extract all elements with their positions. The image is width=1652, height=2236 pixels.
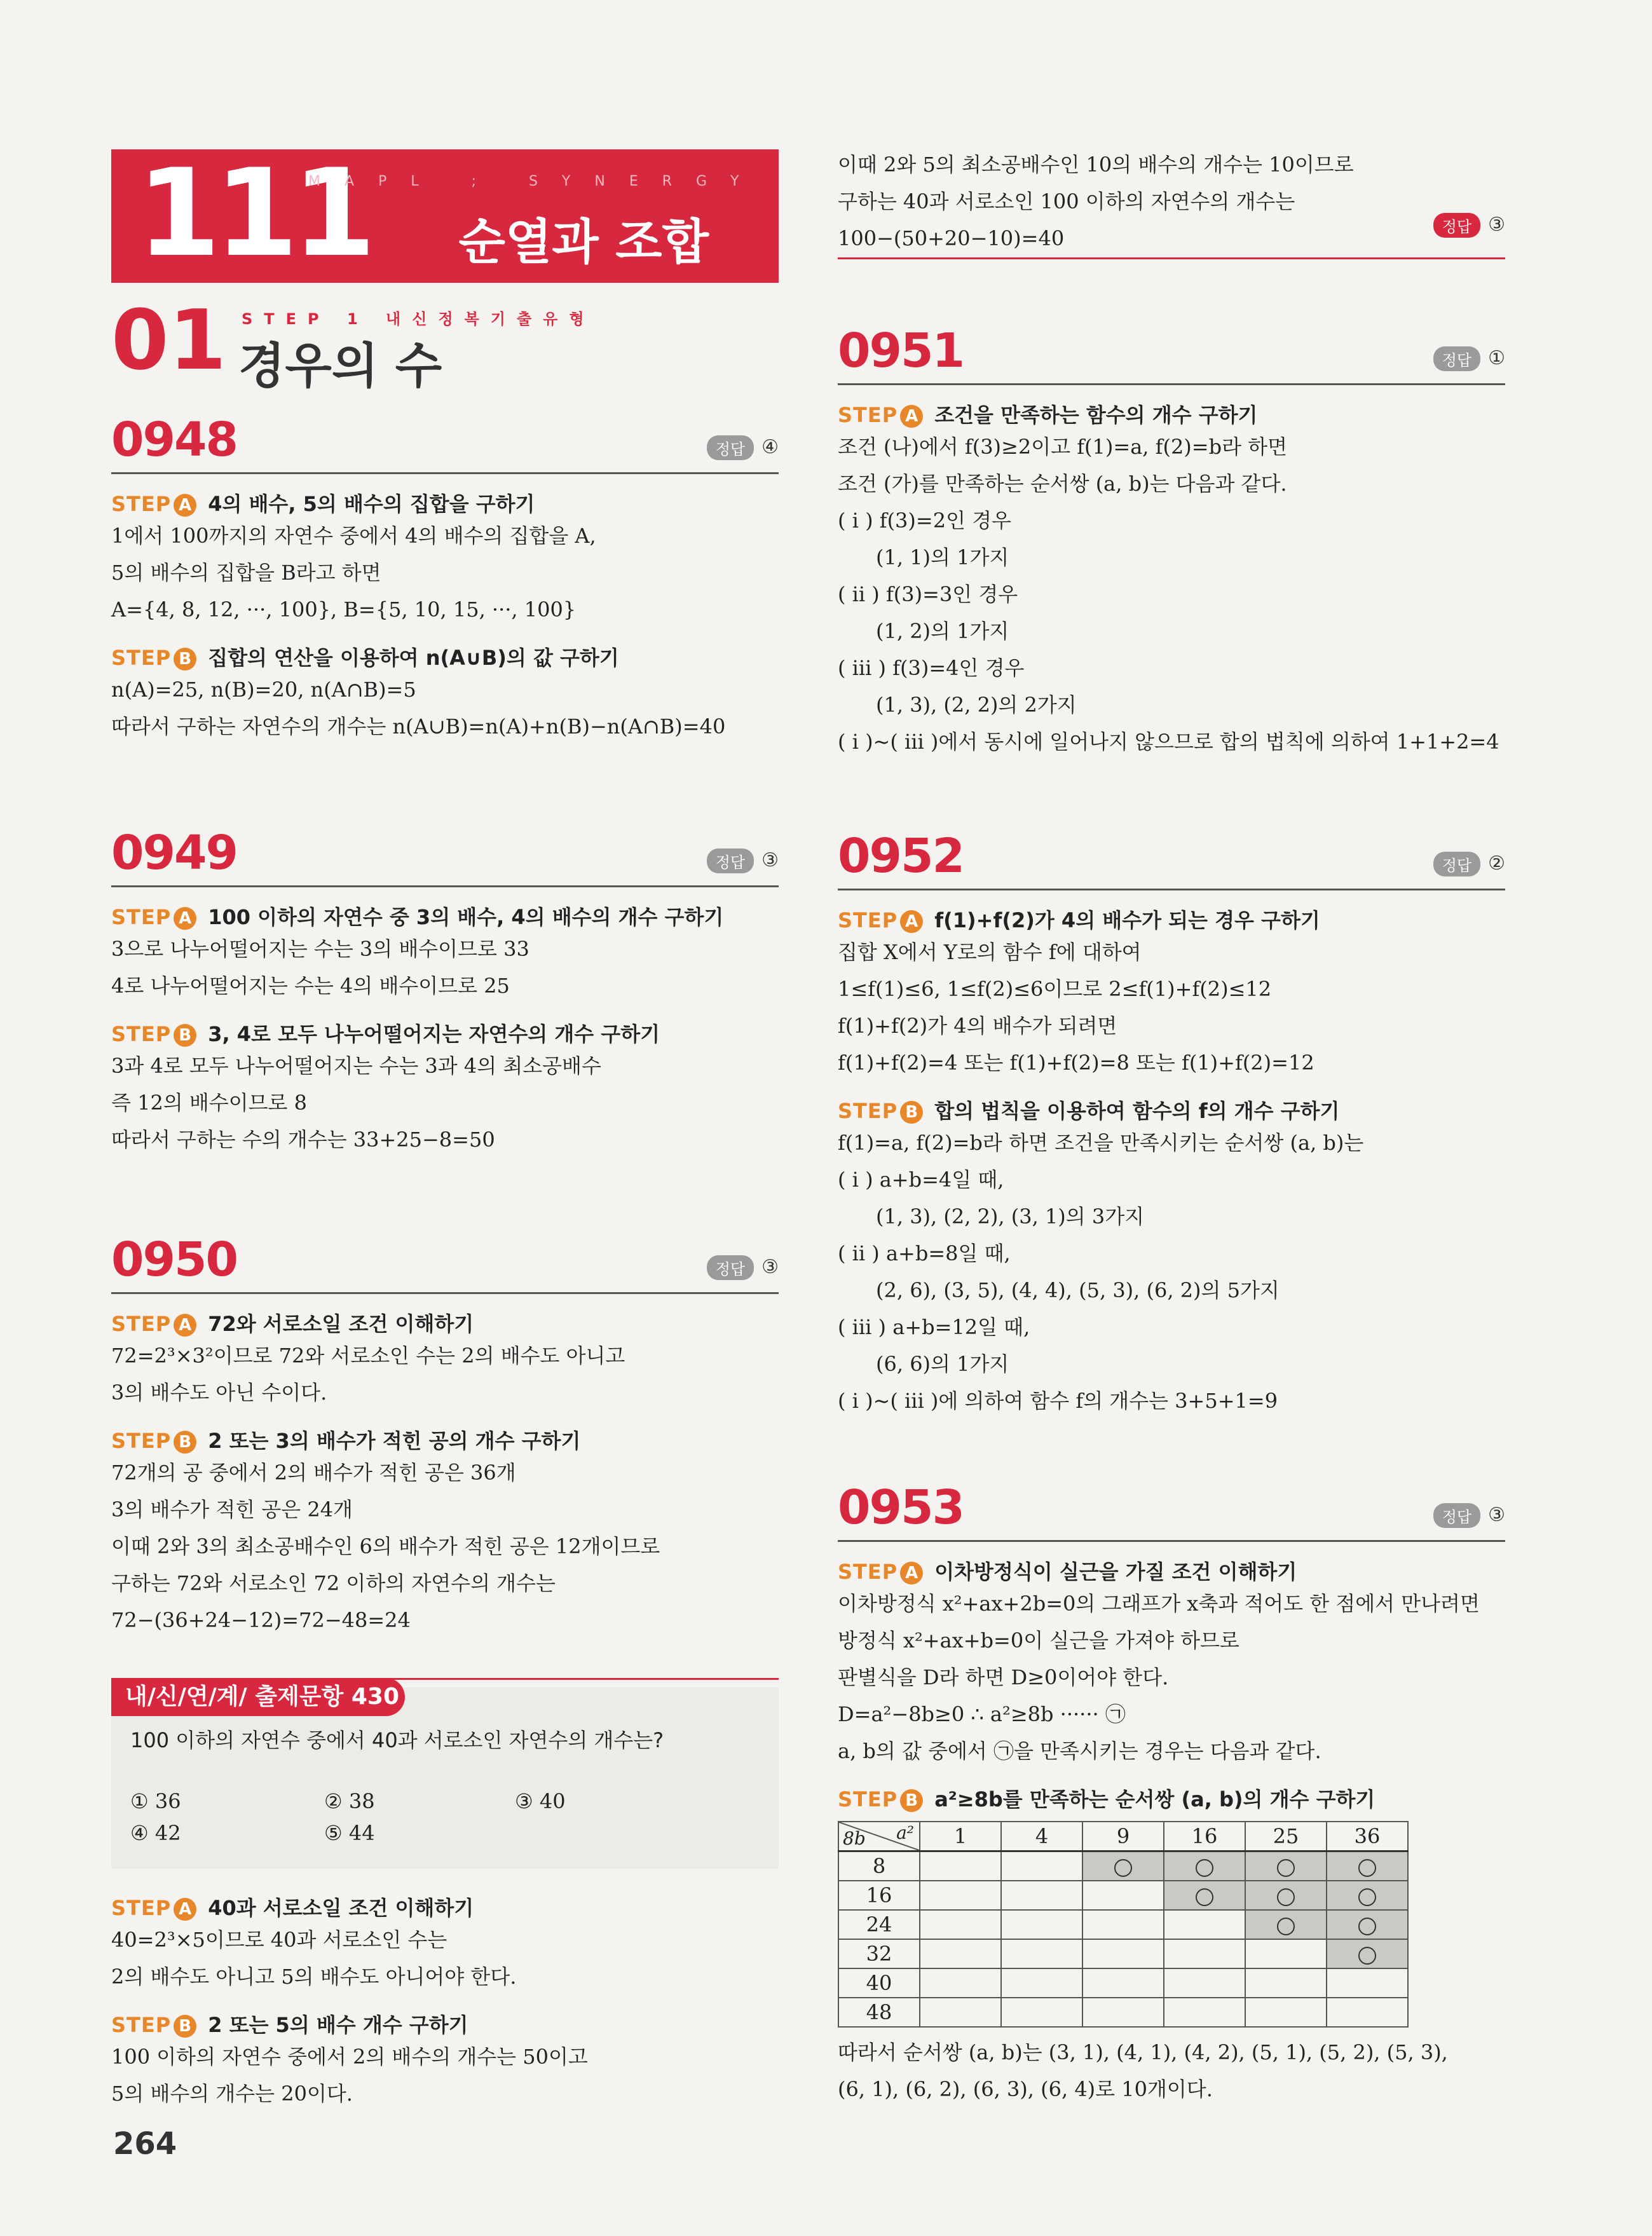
chapter-number: 111	[137, 143, 370, 283]
table-cell	[1164, 1910, 1245, 1939]
step-title: 합의 법칙을 이용하여 함수의 f의 개수 구하기	[934, 1099, 1340, 1123]
table-cell	[1327, 1968, 1408, 1998]
condition-table	[838, 1821, 1409, 2028]
table-cell	[1245, 1998, 1327, 2027]
answer	[707, 435, 779, 460]
text-line: 따라서 구하는 자연수의 개수는 n(A∪B)=n(A)+n(B)−n(A∩B)=40	[111, 714, 726, 739]
answer-value: ③	[1488, 214, 1505, 236]
answer-value: ③	[1488, 1504, 1505, 1526]
step-title: 조건을 만족하는 함수의 개수 구하기	[934, 403, 1258, 427]
table-cell	[920, 1939, 1001, 1968]
table-row	[838, 1851, 1408, 1881]
problem-0951	[838, 324, 1505, 760]
chapter-title: 순열과 조합	[458, 214, 709, 270]
option-1: ① 36	[130, 1789, 181, 1813]
option-4: ④ 42	[130, 1821, 181, 1845]
text-line: f(1)=a, f(2)=b라 하면 조건을 만족시키는 순서쌍 (a, b)는	[838, 1131, 1364, 1155]
table-row-header: 40	[838, 1968, 920, 1998]
text-line: 판별식을 D라 하면 D≥0이어야 한다.	[838, 1665, 1169, 1689]
problem-0950	[111, 1232, 779, 1639]
answer	[1433, 346, 1505, 371]
text-line: 3으로 나누어떨어지는 수는 3의 배수이므로 33	[111, 937, 529, 961]
table-cell	[1082, 1939, 1164, 1968]
text-line: 40=2³×5이므로 40과 서로소인 수는	[111, 1928, 447, 1952]
text-line: 5의 배수의 집합을 B라고 하면	[111, 561, 381, 585]
step-heading	[111, 642, 779, 671]
table-row	[838, 1939, 1408, 1968]
problem-number: 0949	[111, 826, 237, 880]
step-label: STEP	[838, 908, 898, 932]
divider	[111, 885, 779, 887]
circle-mark-icon	[1196, 1859, 1213, 1877]
step-label: STEP	[838, 1099, 898, 1123]
continued-solution	[838, 146, 1505, 257]
step-letter: A	[174, 1314, 196, 1337]
table-cell	[1001, 1881, 1082, 1910]
step-title: 집합의 연산을 이용하여 n(A∪B)의 값 구하기	[208, 646, 619, 670]
divider	[838, 383, 1505, 385]
step-heading	[111, 2009, 779, 2038]
divider	[111, 1292, 779, 1294]
text-line: (1, 2)의 1가지	[876, 619, 1009, 643]
step-title: 72와 서로소일 조건 이해하기	[208, 1312, 474, 1336]
answer	[707, 849, 779, 873]
step-label: STEP	[838, 1560, 898, 1584]
table-col-header: 36	[1327, 1822, 1408, 1851]
text-line: a, b의 값 중에서 ㉠을 만족시키는 경우는 다음과 같다.	[838, 1739, 1321, 1763]
problem-0949	[111, 826, 779, 1158]
table-cell	[920, 1910, 1001, 1939]
answer	[1433, 1503, 1505, 1528]
text-line: ( ii ) a+b=8일 때,	[838, 1241, 1011, 1265]
text-line: 이때 2와 3의 최소공배수인 6의 배수가 적힌 공은 12개이므로	[111, 1534, 660, 1558]
answer-badge: 정답	[707, 435, 754, 460]
step-heading	[838, 1783, 1505, 1813]
step-heading	[111, 901, 779, 931]
text-line: ( iii ) a+b=12일 때,	[838, 1315, 1030, 1339]
text-line: (1, 3), (2, 2)의 2가지	[876, 693, 1077, 717]
step-heading	[111, 1892, 779, 1921]
divider	[838, 889, 1505, 890]
text-line: ( i )~( iii )에 의하여 함수 f의 개수는 3+5+1=9	[838, 1389, 1278, 1413]
answer-badge: 정답	[707, 849, 754, 873]
table-row	[838, 1881, 1408, 1910]
table-col-header: 9	[1082, 1822, 1164, 1851]
step-heading	[111, 1425, 779, 1454]
section-step-label: STEP 1 내신정복기출유형	[242, 310, 596, 328]
table-row-header: 48	[838, 1998, 920, 2027]
section-number: 01	[111, 292, 226, 388]
divider	[111, 472, 779, 474]
text-line: (1, 3), (2, 2), (3, 1)의 3가지	[876, 1204, 1145, 1229]
step-heading	[111, 488, 779, 517]
question-text: 100 이하의 자연수 중에서 40과 서로소인 자연수의 개수는?	[130, 1728, 664, 1752]
text-line: f(1)+f(2)가 4의 배수가 되려면	[838, 1014, 1117, 1038]
table-cell	[1245, 1851, 1327, 1881]
text-line: ( iii ) f(3)=4인 경우	[838, 656, 1025, 680]
step-title: 4의 배수, 5의 배수의 집합을 구하기	[208, 492, 535, 516]
table-cell	[1164, 1939, 1245, 1968]
circle-mark-icon	[1277, 1888, 1295, 1906]
step-letter: B	[174, 648, 196, 671]
step-label: STEP	[111, 2013, 172, 2037]
problem-0953	[838, 1480, 1505, 1813]
step-letter: B	[174, 1431, 196, 1454]
text-line: ( i ) f(3)=2인 경우	[838, 508, 1011, 533]
step-label: STEP	[111, 1022, 172, 1046]
step-title: 2 또는 5의 배수 개수 구하기	[208, 2013, 468, 2037]
answer-badge: 정답	[1433, 346, 1480, 371]
table-cell	[1164, 1881, 1245, 1910]
option-3: ③ 40	[515, 1789, 566, 1813]
step-label: STEP	[111, 1429, 172, 1453]
table-cell	[1327, 1881, 1408, 1910]
text-line: 3의 배수도 아닌 수이다.	[111, 1380, 327, 1405]
answer-badge: 정답	[1433, 852, 1480, 876]
step-title: 40과 서로소일 조건 이해하기	[208, 1896, 474, 1920]
table-cell	[920, 1968, 1001, 1998]
problem-number: 0951	[838, 324, 964, 378]
step-heading	[838, 399, 1505, 428]
answer-badge: 정답	[1433, 213, 1480, 238]
table-cell	[1082, 1968, 1164, 1998]
brand-label: MAPL ; SYNERGY	[308, 174, 763, 189]
table-cell	[1001, 1851, 1082, 1881]
step-title: 100 이하의 자연수 중 3의 배수, 4의 배수의 개수 구하기	[208, 905, 724, 929]
text-line: D=a²−8b≥0 ∴ a²≥8b ······ ㉠	[838, 1702, 1126, 1726]
circle-mark-icon	[1114, 1859, 1132, 1877]
corner-row-label: 8b	[843, 1828, 866, 1849]
text-line: 3과 4로 모두 나누어떨어지는 수는 3과 4의 최소공배수	[111, 1054, 601, 1078]
step-label: STEP	[111, 492, 172, 516]
answer-value: ④	[761, 436, 779, 458]
step-label: STEP	[111, 1896, 172, 1920]
text-line: 이차방정식 x²+ax+2b=0의 그래프가 x축과 적어도 한 점에서 만나려면	[838, 1592, 1480, 1616]
text-line: 100−(50+20−10)=40	[838, 226, 1065, 250]
text-line: 조건 (가)를 만족하는 순서쌍 (a, b)는 다음과 같다.	[838, 472, 1287, 496]
text-line: (1, 1)의 1가지	[876, 545, 1009, 569]
table-col-header: 16	[1164, 1822, 1245, 1851]
table-row-header: 24	[838, 1910, 920, 1939]
problem-0952	[838, 829, 1505, 1419]
table-col-header: 25	[1245, 1822, 1327, 1851]
answer-badge: 정답	[707, 1255, 754, 1280]
answer-value: ③	[761, 849, 779, 871]
table-cell	[1001, 1998, 1082, 2027]
table-row	[838, 1998, 1408, 2027]
related-exam-solution	[111, 1878, 779, 2112]
problem-number: 0953	[838, 1480, 964, 1535]
problem-number: 0952	[838, 829, 964, 883]
step-label: STEP	[838, 403, 898, 427]
text-line: ( i )~( iii )에서 동시에 일어나지 않으므로 합의 법칙에 의하여 1+1+2=4	[838, 730, 1499, 754]
text-line: (2, 6), (3, 5), (4, 4), (5, 3), (6, 2)의 5가지	[876, 1278, 1280, 1302]
step-letter: A	[900, 405, 923, 428]
text-line: 따라서 순서쌍 (a, b)는 (3, 1), (4, 1), (4, 2), (5, 1), (5, 2), (5, 3),	[838, 2040, 1448, 2064]
circle-mark-icon	[1277, 1918, 1295, 1935]
problem-number: 0948	[111, 412, 237, 467]
table-cell	[1082, 1851, 1164, 1881]
text-line: 즉 12의 배수이므로 8	[111, 1091, 307, 1115]
text-line: ( i ) a+b=4일 때,	[838, 1168, 1004, 1192]
step-heading	[838, 904, 1505, 934]
circle-mark-icon	[1358, 1947, 1376, 1965]
option-5: ⑤ 44	[324, 1821, 375, 1845]
option-2: ② 38	[324, 1789, 375, 1813]
text-line: 방정식 x²+ax+b=0이 실근을 가져야 하므로	[838, 1628, 1239, 1653]
table-row-header: 32	[838, 1939, 920, 1968]
problem-number: 0950	[111, 1232, 237, 1287]
text-line: 72개의 공 중에서 2의 배수가 적힌 공은 36개	[111, 1461, 516, 1485]
table-cell	[1082, 1881, 1164, 1910]
answer-value: ③	[761, 1256, 779, 1278]
text-line: 구하는 72와 서로소인 72 이하의 자연수의 개수는	[111, 1571, 556, 1595]
circle-mark-icon	[1358, 1918, 1376, 1935]
step-letter: A	[900, 1562, 923, 1585]
step-letter: A	[900, 910, 923, 933]
table-cell	[920, 1851, 1001, 1881]
step-title: 이차방정식이 실근을 가질 조건 이해하기	[934, 1560, 1297, 1584]
step-heading	[111, 1308, 779, 1337]
text-line: 집합 X에서 Y로의 함수 f에 대하여	[838, 940, 1142, 964]
answer-value: ①	[1488, 347, 1505, 369]
table-cell	[1327, 1998, 1408, 2027]
step-title: 3, 4로 모두 나누어떨어지는 자연수의 개수 구하기	[208, 1022, 660, 1046]
table-cell	[1001, 1910, 1082, 1939]
table-row	[838, 1968, 1408, 1998]
table-col-header: 4	[1001, 1822, 1082, 1851]
table-cell	[1245, 1881, 1327, 1910]
step-label: STEP	[111, 1312, 172, 1336]
text-line: 4로 나누어떨어지는 수는 4의 배수이므로 25	[111, 974, 510, 998]
problem-0948	[111, 412, 779, 745]
table-cell	[1327, 1939, 1408, 1968]
text-line: 5의 배수의 개수는 20이다.	[111, 2082, 353, 2106]
circle-mark-icon	[1358, 1888, 1376, 1906]
step-title: 2 또는 3의 배수가 적힌 공의 개수 구하기	[208, 1429, 581, 1453]
step-label: STEP	[111, 905, 172, 929]
table-row-header: 16	[838, 1881, 920, 1910]
text-line: 100 이하의 자연수 중에서 2의 배수의 개수는 50이고	[111, 2045, 588, 2069]
text-line: (6, 6)의 1가지	[876, 1352, 1009, 1376]
text-line: 1에서 100까지의 자연수 중에서 4의 배수의 집합을 A,	[111, 524, 596, 548]
circle-mark-icon	[1196, 1888, 1213, 1906]
text-line: 1≤f(1)≤6, 1≤f(2)≤6이므로 2≤f(1)+f(2)≤12	[838, 977, 1272, 1001]
divider	[838, 257, 1505, 259]
table-cell	[1245, 1968, 1327, 1998]
step-heading	[838, 1556, 1505, 1585]
step-heading	[838, 1095, 1505, 1124]
text-line: A={4, 8, 12, ···, 100}, B={5, 10, 15, ···, 100}	[111, 597, 577, 622]
step-letter: A	[174, 494, 196, 517]
table-cell	[1327, 1851, 1408, 1881]
table-cell	[1082, 1998, 1164, 2027]
text-line: 구하는 40과 서로소인 100 이하의 자연수의 개수는	[838, 189, 1295, 214]
table-cell	[1082, 1910, 1164, 1939]
answer	[1433, 213, 1505, 238]
table-cell	[1245, 1910, 1327, 1939]
circle-mark-icon	[1358, 1859, 1376, 1877]
table-cell	[1164, 1968, 1245, 1998]
table-cell	[1245, 1939, 1327, 1968]
table-cell	[1001, 1939, 1082, 1968]
text-line: n(A)=25, n(B)=20, n(A∩B)=5	[111, 678, 416, 702]
text-line: ( ii ) f(3)=3인 경우	[838, 582, 1018, 606]
table-cell	[1001, 1968, 1082, 1998]
text-line: 3의 배수가 적힌 공은 24개	[111, 1497, 353, 1522]
text-line: 이때 2와 5의 최소공배수인 10의 배수의 개수는 10이므로	[838, 153, 1354, 177]
step-title: a²≥8b를 만족하는 순서쌍 (a, b)의 개수 구하기	[934, 1787, 1376, 1811]
text-line: 72=2³×3²이므로 72와 서로소인 수는 2의 배수도 아니고	[111, 1344, 625, 1368]
step-letter: B	[174, 1024, 196, 1047]
step-label: STEP	[111, 646, 172, 670]
text-line: 72−(36+24−12)=72−48=24	[111, 1608, 411, 1632]
table-corner-cell	[838, 1822, 920, 1851]
step-heading	[111, 1018, 779, 1047]
table-cell	[1164, 1851, 1245, 1881]
text-line: 조건 (나)에서 f(3)≥2이고 f(1)=a, f(2)=b라 하면	[838, 435, 1287, 459]
step-letter: A	[174, 907, 196, 930]
table-cell	[920, 1881, 1001, 1910]
step-letter: B	[900, 1101, 923, 1124]
section-title: 경우의 수	[238, 337, 442, 394]
table-row	[838, 1910, 1408, 1939]
page-number: 264	[113, 2126, 177, 2162]
chapter-banner	[111, 143, 779, 283]
divider	[838, 1540, 1505, 1542]
related-exam-box	[111, 1684, 779, 1869]
answer-badge: 정답	[1433, 1503, 1480, 1528]
table-cell	[1327, 1910, 1408, 1939]
step-title: f(1)+f(2)가 4의 배수가 되는 경우 구하기	[934, 908, 1320, 932]
final-answer-text	[838, 2034, 1505, 2108]
corner-col-label: a²	[896, 1822, 914, 1843]
text-line: 2의 배수도 아니고 5의 배수도 아니어야 한다.	[111, 1965, 517, 1989]
step-letter: B	[900, 1789, 923, 1812]
answer	[707, 1255, 779, 1280]
table-cell	[920, 1998, 1001, 2027]
answer	[1433, 852, 1505, 876]
text-line: f(1)+f(2)=4 또는 f(1)+f(2)=8 또는 f(1)+f(2)=12	[838, 1051, 1314, 1075]
table-row-header: 8	[838, 1851, 920, 1881]
table-header-row	[838, 1822, 1408, 1851]
step-letter: A	[174, 1898, 196, 1921]
related-exam-tag: 내/신/연/계/ 출제문항 430	[111, 1678, 405, 1716]
step-letter: B	[174, 2015, 196, 2038]
table-col-header: 1	[920, 1822, 1001, 1851]
step-label: STEP	[838, 1787, 898, 1811]
text-line: 따라서 구하는 수의 개수는 33+25−8=50	[111, 1128, 495, 1152]
answer-value: ②	[1488, 852, 1505, 875]
circle-mark-icon	[1277, 1859, 1295, 1877]
text-line: (6, 1), (6, 2), (6, 3), (6, 4)로 10개이다.	[838, 2077, 1213, 2101]
table-cell	[1164, 1998, 1245, 2027]
